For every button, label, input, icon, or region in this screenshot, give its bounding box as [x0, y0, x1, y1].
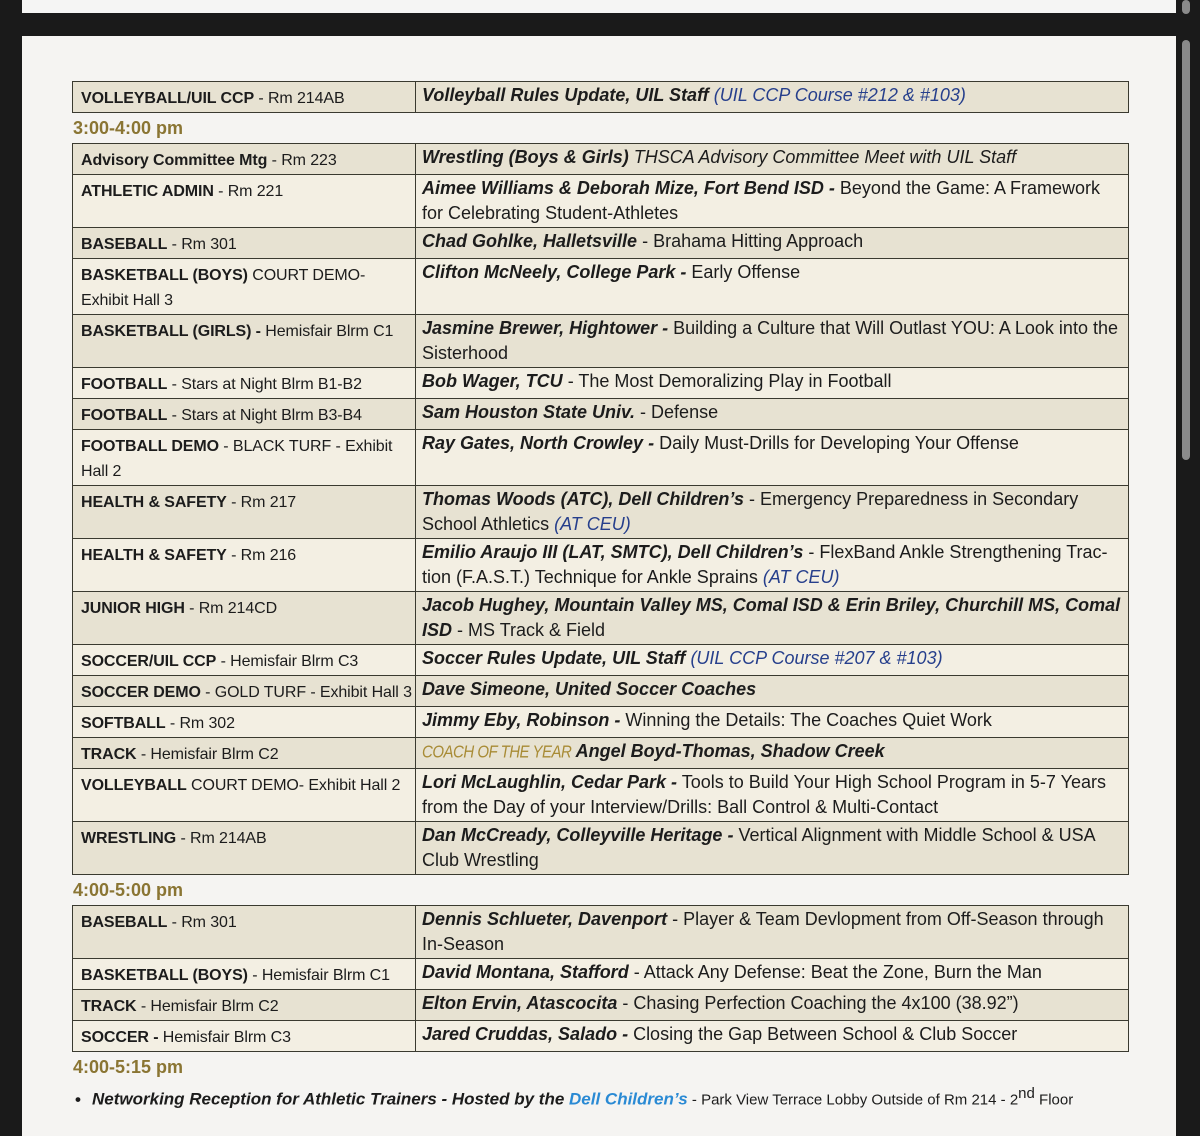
- speaker-name: Dave Simeone, United Soccer Coaches: [422, 679, 757, 699]
- session-location-cell: [73, 906, 416, 959]
- session-detail-cell: [416, 486, 1129, 539]
- session-detail-cell: [416, 315, 1129, 368]
- table-row: [73, 144, 1129, 175]
- session-location-cell: [73, 228, 416, 259]
- session-location-cell: [73, 144, 416, 175]
- time-heading: 3:00-4:00 pm: [73, 118, 184, 138]
- speaker-name: Bob Wager, TCU: [422, 371, 563, 391]
- room-label: COURT DEMO- Exhibit Hall 3: [81, 267, 366, 309]
- table-row: [73, 906, 1129, 959]
- session-detail-cell: [416, 707, 1129, 738]
- course-credit-label: (UIL CCP Course #212 & #103): [713, 85, 966, 105]
- table-row: [73, 990, 1129, 1021]
- session-description: THSCA Advisory Committee Meet with UIL Staff: [628, 147, 1017, 167]
- table-row: [73, 82, 1129, 113]
- session-detail-cell: [416, 175, 1129, 228]
- previous-page-edge: [22, 0, 1176, 13]
- session-description: Closing the Gap Between School & Club Soccer: [628, 1024, 1018, 1044]
- schedule-table: [72, 81, 1129, 113]
- session-description: - The Most Demoralizing Play in Football: [562, 371, 892, 391]
- session-location-cell: [73, 82, 416, 113]
- speaker-name: Lori McLaughlin, Cedar Park -: [422, 772, 678, 792]
- floor-label: Floor: [1034, 1091, 1074, 1109]
- session-location-cell: [73, 707, 416, 738]
- time-heading: 4:00-5:00 pm: [73, 880, 184, 900]
- course-credit-label: (AT CEU): [762, 567, 840, 587]
- room-label: - Hemisfair Blrm C2: [136, 998, 279, 1015]
- category-label: SOCCER/UIL CCP: [81, 653, 217, 670]
- session-description: Winning the Details: The Coaches Quiet Work: [620, 710, 992, 730]
- table-row: [73, 822, 1129, 875]
- category-label: HEALTH & SAFETY: [81, 494, 227, 511]
- session-location-cell: [73, 769, 416, 822]
- category-label: BASKETBALL (BOYS): [81, 267, 248, 284]
- category-label: TRACK: [81, 998, 137, 1015]
- table-row: [73, 259, 1129, 315]
- category-label: SOCCER -: [81, 1029, 159, 1046]
- table-row: [73, 1021, 1129, 1052]
- session-detail-cell: [416, 990, 1129, 1021]
- coach-of-the-year-badge: COACH OF THE YEAR: [422, 742, 572, 763]
- session-description: - Emergency Preparedness in Secondary School Athletics: [422, 489, 1079, 534]
- room-label: - Hemisfair Blrm C2: [136, 746, 279, 763]
- room-label: - Rm 216: [226, 547, 297, 564]
- session-detail-cell: [416, 539, 1129, 592]
- session-location-cell: [73, 368, 416, 399]
- room-label: - GOLD TURF - Exhibit Hall 3: [200, 684, 412, 701]
- speaker-name: Elton Ervin, Atascocita: [422, 993, 618, 1013]
- session-location-cell: [73, 959, 416, 990]
- session-detail-cell: [416, 1021, 1129, 1052]
- category-label: JUNIOR HIGH: [81, 600, 185, 617]
- session-location-cell: [73, 645, 416, 676]
- room-label: - Rm 302: [165, 715, 235, 732]
- category-label: FOOTBALL: [81, 407, 168, 424]
- session-location-cell: [73, 822, 416, 875]
- session-detail-cell: [416, 144, 1129, 175]
- speaker-name: Chad Gohlke, Halletsville: [422, 231, 638, 251]
- session-description: - FlexBand Ankle Strengthening Trac-tion (F.A.S.T.) Technique for Ankle Sprains: [422, 542, 1108, 587]
- room-label: - Rm 217: [226, 494, 297, 511]
- room-label: - Hemisfair Blrm C1: [247, 967, 390, 984]
- category-label: BASEBALL: [81, 236, 168, 253]
- room-label: - BLACK TURF - Exhibit Hall 2: [81, 438, 393, 480]
- category-label: TRACK: [81, 746, 137, 763]
- scrollbar-thumb[interactable]: [1182, 40, 1190, 460]
- session-description: - Player & Team Devlopment from Off-Season through In-Season: [422, 909, 1104, 954]
- room-label: - Hemisfair Blrm C3: [216, 653, 359, 670]
- session-detail-cell: [416, 676, 1129, 707]
- speaker-name: Dennis Schlueter, Davenport: [422, 909, 668, 929]
- table-row: [73, 486, 1129, 539]
- speaker-name: Soccer Rules Update, UIL Staff: [422, 648, 686, 668]
- session-detail-cell: [416, 259, 1129, 315]
- session-detail-cell: [416, 368, 1129, 399]
- session-description: Daily Must-Drills for Developing Your Offense: [654, 433, 1019, 453]
- category-label: VOLLEYBALL/UIL CCP: [81, 90, 255, 107]
- session-description: Tools to Build Your High School Program in 5-7 Years from the Day of your Interview/Drills: Ball Control & Multi-Contact: [422, 772, 1106, 817]
- course-credit-label: (UIL CCP Course #207 & #103): [690, 648, 943, 668]
- speaker-name: Thomas Woods (ATC), Dell Children’s: [422, 489, 745, 509]
- room-label: - Rm 301: [167, 236, 237, 253]
- sponsor-link[interactable]: Dell Children’s: [569, 1089, 688, 1109]
- room-label: Hemisfair Blrm C1: [260, 323, 394, 340]
- speaker-name: Jared Cruddas, Salado -: [422, 1024, 629, 1044]
- table-row: [73, 539, 1129, 592]
- schedule-content: [72, 81, 1132, 1113]
- course-credit-label: (AT CEU): [554, 514, 631, 534]
- category-label: SOFTBALL: [81, 715, 166, 732]
- category-label: ATHLETIC ADMIN: [81, 183, 214, 200]
- speaker-name: Clifton McNeely, College Park -: [422, 262, 687, 282]
- session-description: - MS Track & Field: [452, 620, 606, 640]
- document-page: [22, 36, 1176, 1136]
- reception-location: - Park View Terrace Lobby Outside of Rm 214 - 2: [687, 1091, 1019, 1109]
- table-row: [73, 315, 1129, 368]
- session-detail-cell: [416, 399, 1129, 430]
- speaker-name: Jacob Hughey, Mountain Valley MS, Comal ISD & Erin Briley, Churchill MS, Comal ISD: [422, 595, 1121, 640]
- category-label: FOOTBALL DEMO: [81, 438, 219, 455]
- session-location-cell: [73, 259, 416, 315]
- table-row: [73, 676, 1129, 707]
- reception-title: Networking Reception for Athletic Trainers - Hosted by the: [92, 1089, 570, 1109]
- session-description: Vertical Alignment with Middle School & USA Club Wrestling: [422, 825, 1095, 870]
- speaker-name: Ray Gates, North Crowley -: [422, 433, 655, 453]
- category-label: WRESTLING: [81, 830, 177, 847]
- speaker-name: David Montana, Stafford: [422, 962, 629, 982]
- session-detail-cell: [416, 959, 1129, 990]
- schedule-table: [72, 905, 1129, 1052]
- table-row: [73, 175, 1129, 228]
- session-location-cell: [73, 315, 416, 368]
- session-location-cell: [73, 1021, 416, 1052]
- category-label: BASEBALL: [81, 914, 168, 931]
- session-detail-cell: [416, 228, 1129, 259]
- scrollbar-top[interactable]: [1182, 0, 1190, 14]
- category-label: SOCCER DEMO: [81, 684, 201, 701]
- session-detail-cell: [416, 822, 1129, 875]
- room-label: - Rm 301: [167, 914, 237, 931]
- session-location-cell: [73, 486, 416, 539]
- category-label: VOLLEYBALL: [81, 777, 187, 794]
- speaker-name: Volleyball Rules Update, UIL Staff: [422, 85, 709, 105]
- room-label: - Stars at Night Blrm B3-B4: [167, 407, 362, 424]
- session-location-cell: [73, 592, 416, 645]
- session-location-cell: [73, 990, 416, 1021]
- session-detail-cell: [416, 769, 1129, 822]
- table-row: [73, 959, 1129, 990]
- session-location-cell: [73, 430, 416, 486]
- room-label: - Rm 214AB: [254, 90, 345, 107]
- session-description: Beyond the Game: A Framework for Celebrating Student-Athletes: [422, 178, 1101, 223]
- session-description: Early Offense: [686, 262, 801, 282]
- session-detail-cell: [416, 645, 1129, 676]
- table-row: [73, 738, 1129, 769]
- table-row: [73, 769, 1129, 822]
- session-description: Building a Culture that Will Outlast YOU: A Look into the Sisterhood: [422, 318, 1118, 363]
- session-detail-cell: [416, 738, 1129, 769]
- speaker-name: Sam Houston State Univ.: [422, 402, 636, 422]
- speaker-name: Jasmine Brewer, Hightower -: [422, 318, 669, 338]
- speaker-name: Aimee Williams & Deborah Mize, Fort Bend ISD -: [422, 178, 835, 198]
- category-label: BASKETBALL (GIRLS) -: [81, 323, 261, 340]
- session-location-cell: [73, 738, 416, 769]
- table-row: [73, 430, 1129, 486]
- table-row: [73, 399, 1129, 430]
- room-label: COURT DEMO- Exhibit Hall 2: [186, 777, 401, 794]
- category-label: Advisory Committee Mtg: [81, 152, 268, 169]
- table-row: [73, 592, 1129, 645]
- session-description: - Attack Any Defense: Beat the Zone, Burn the Man: [628, 962, 1042, 982]
- room-label: - Rm 214AB: [176, 830, 267, 847]
- session-location-cell: [73, 539, 416, 592]
- time-heading: 4:00-5:15 pm: [73, 1057, 184, 1077]
- session-detail-cell: [416, 592, 1129, 645]
- session-description: - Chasing Perfection Coaching the 4x100 (38.92”): [617, 993, 1019, 1013]
- session-detail-cell: [416, 906, 1129, 959]
- room-label: - Rm 223: [267, 152, 337, 169]
- speaker-name: Jimmy Eby, Robinson -: [422, 710, 621, 730]
- category-label: HEALTH & SAFETY: [81, 547, 227, 564]
- room-label: - Stars at Night Blrm B1-B2: [167, 376, 362, 393]
- session-detail-cell: [416, 430, 1129, 486]
- speaker-name: Dan McCready, Colleyville Heritage -: [422, 825, 734, 845]
- table-row: [73, 645, 1129, 676]
- reception-item: [72, 1082, 1132, 1113]
- speaker-name: Angel Boyd-Thomas, Shadow Creek: [571, 741, 885, 761]
- category-label: FOOTBALL: [81, 376, 168, 393]
- session-location-cell: [73, 399, 416, 430]
- session-location-cell: [73, 676, 416, 707]
- ordinal-suffix: nd: [1018, 1085, 1035, 1102]
- speaker-name: Emilio Araujo III (LAT, SMTC), Dell Children’s: [422, 542, 804, 562]
- session-description: - Brahama Hitting Approach: [637, 231, 864, 251]
- table-row: [73, 228, 1129, 259]
- session-description: - Defense: [635, 402, 719, 422]
- room-label: - Rm 214CD: [184, 600, 278, 617]
- bullet-icon: •: [75, 1089, 81, 1109]
- schedule-table: [72, 143, 1129, 875]
- table-row: [73, 707, 1129, 738]
- room-label: - Rm 221: [213, 183, 284, 200]
- category-label: BASKETBALL (BOYS): [81, 967, 248, 984]
- room-label: Hemisfair Blrm C3: [158, 1029, 291, 1046]
- table-row: [73, 368, 1129, 399]
- session-location-cell: [73, 175, 416, 228]
- session-detail-cell: [416, 82, 1129, 113]
- speaker-name: Wrestling (Boys & Girls): [422, 147, 629, 167]
